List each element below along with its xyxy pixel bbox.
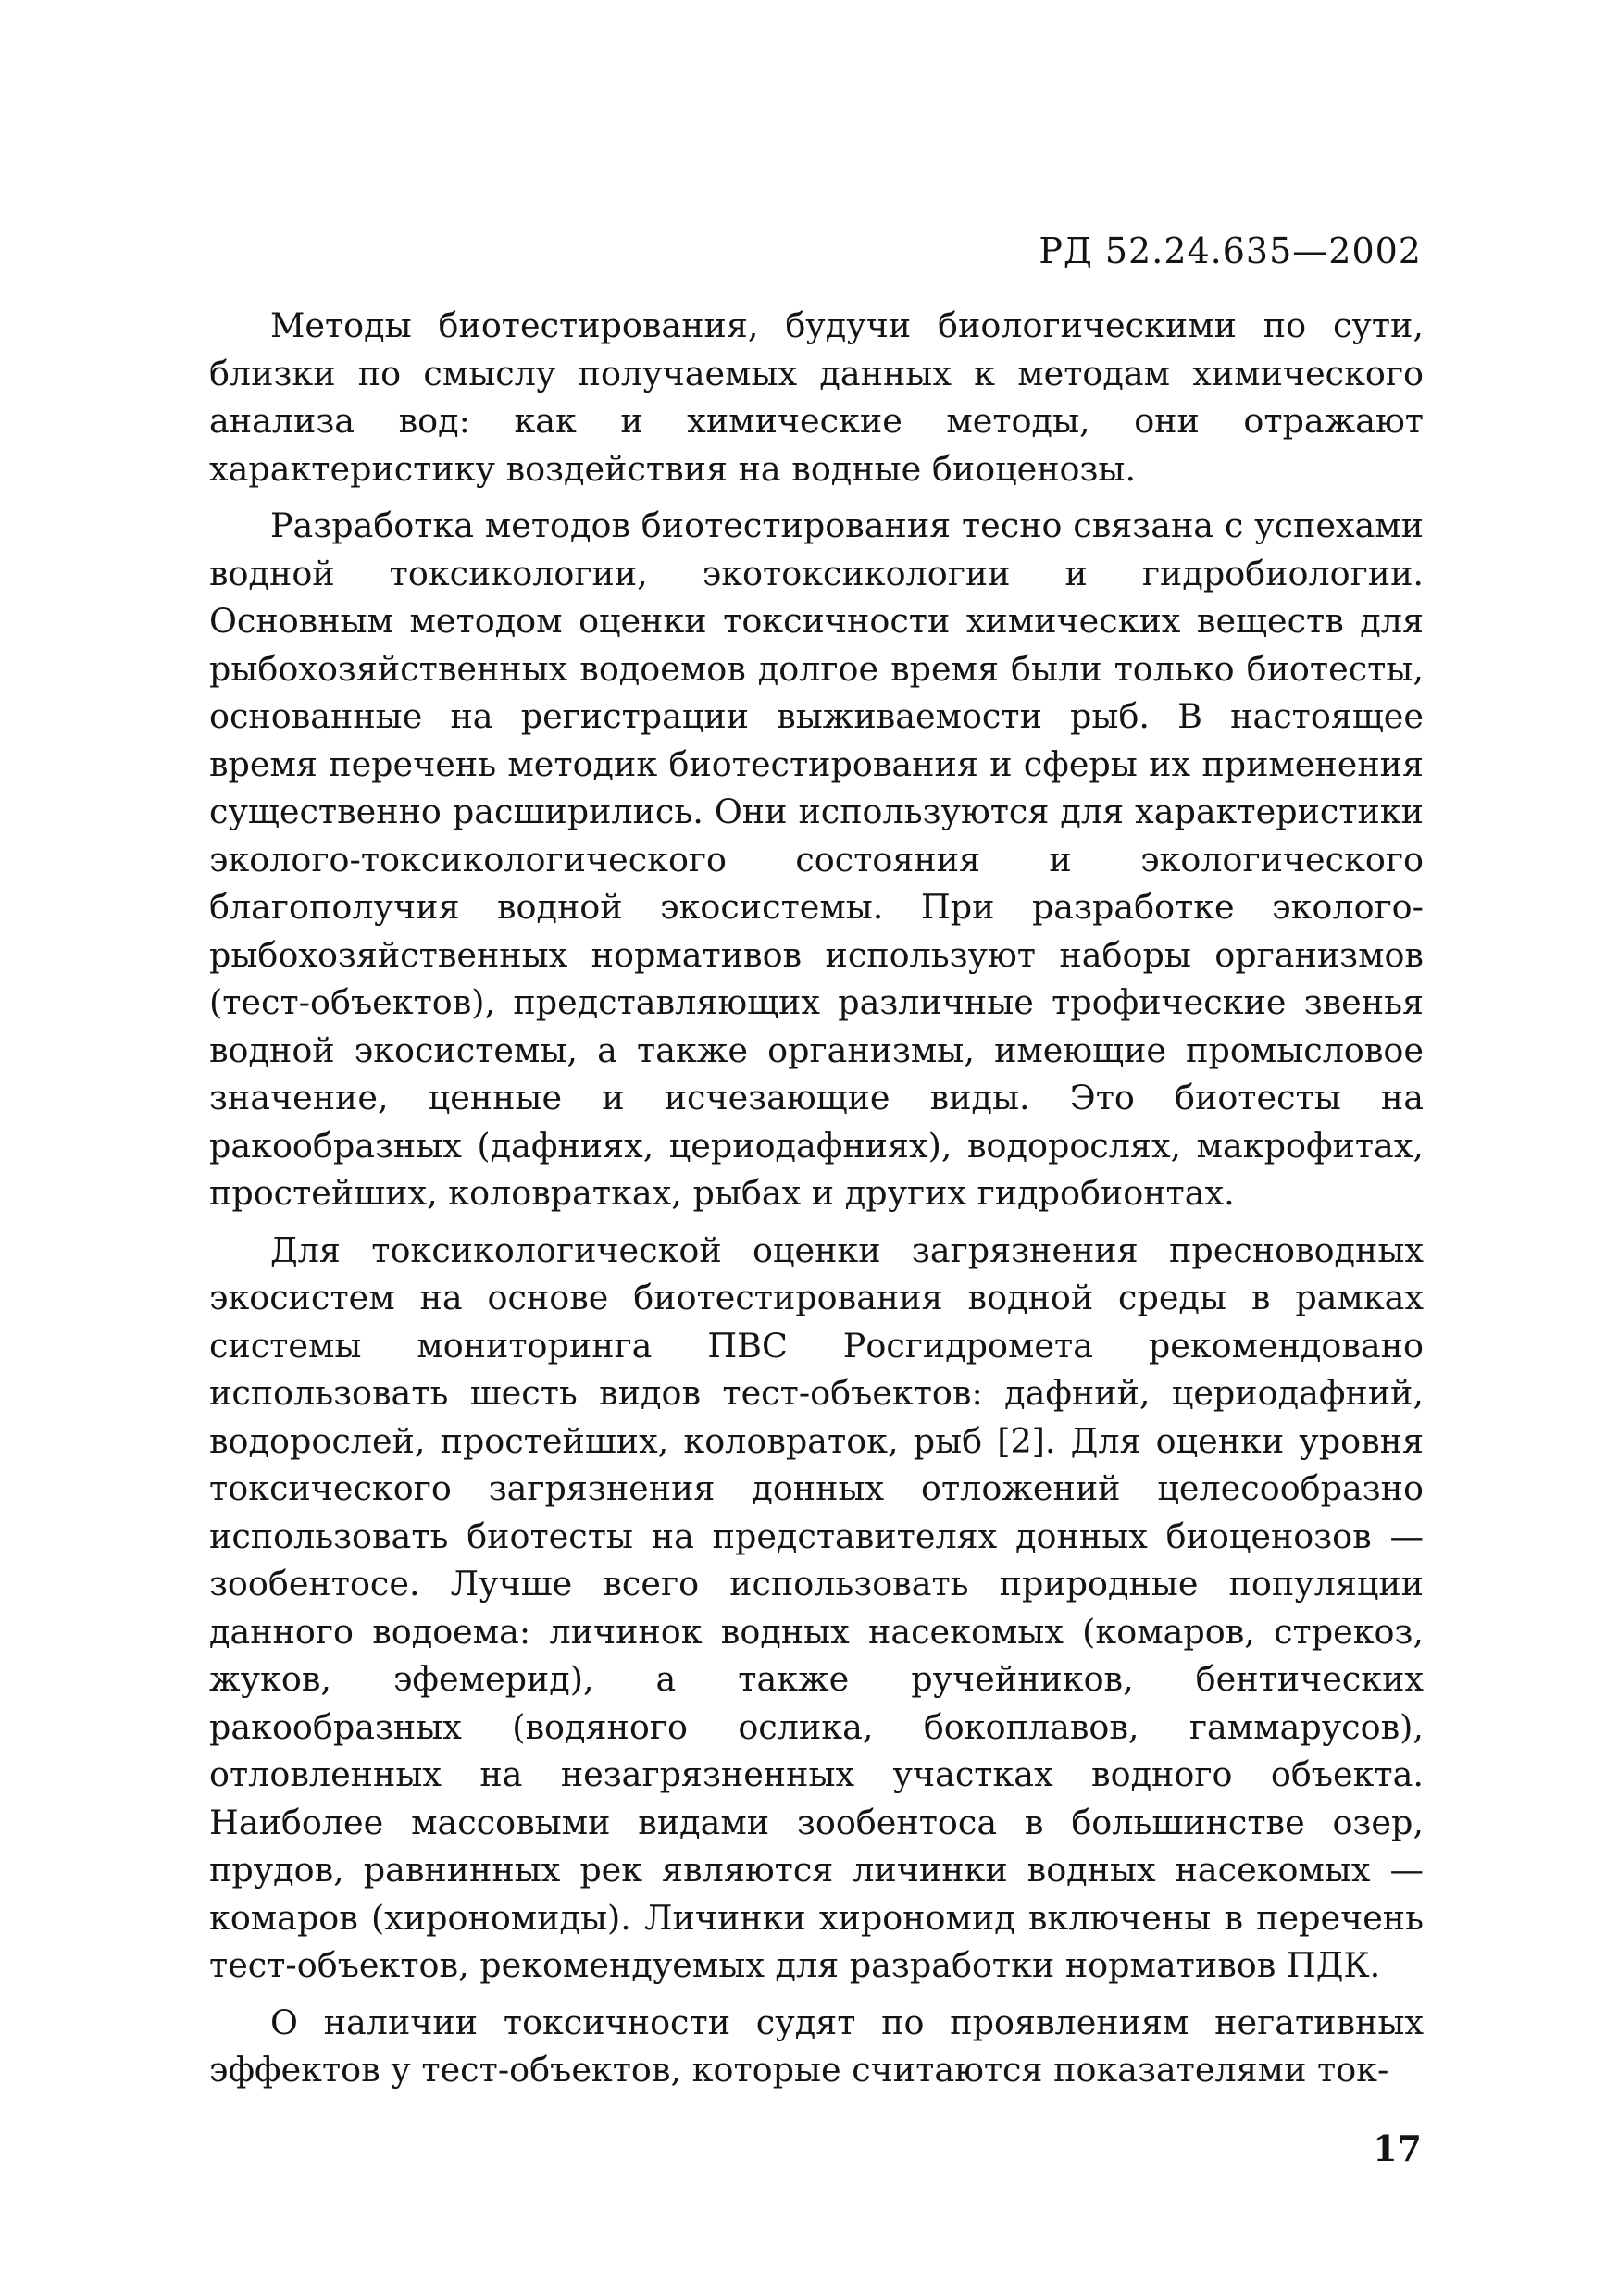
document-code-header: РД 52.24.635—2002: [1039, 231, 1422, 271]
paragraph-2: Разработка методов биотестирования тесно связана с успехами водной токсикологии, экотоксикологии и гидробиологии. Основным методом оценки токсичности химических веществ для рыбохозяйственных водоемов долгое время были только биотесты, основанные на регистрации выживаемости рыб. В настоящее время перечень методик биотестирования и сферы их применения существенно расширились. Они используются для характеристики эколого-токсикологического состояния и экологического благополучия водной экосистемы. При разработке эколого-рыбохозяйственных нормативов используют наборы организмов (тест-объектов), представляющих различные трофические звенья водной экосистемы, а также организмы, имеющие промысловое значение, ценные и исчезающие виды. Это биотесты на ракообразных (дафниях, цериодафниях), водорослях, макрофитах, простейших, коловратках, рыбах и других гидробионтах.: [209, 505, 1424, 1213]
paragraph-4: О наличии токсичности судят по проявлениям негативных эффектов у тест-объектов, которые считаются показателями ток-: [209, 2002, 1424, 2090]
body-text: [209, 302, 1424, 2103]
paragraph-3: Для токсикологической оценки загрязнения пресноводных экосистем на основе биотестирования водной среды в рамках системы мониторинга ПВС Росгидромета рекомендовано использовать шесть видов тест-объектов: дафний, цериодафний, водорослей, простейших, коловраток, рыб [2]. Для оценки уровня токсического загрязнения донных отложений целесообразно использовать биотесты на представителях донных биоценозов — зообентосе. Лучше всего использовать природные популяции данного водоема: личинок водных насекомых (комаров, стрекоз, жуков, эфемерид), а также ручейников, бентических ракообразных (водяного ослика, бокоплавов, гаммарусов), отловленных на незагрязненных участках водного объекта. Наиболее массовыми видами зообентоса в большинстве озер, прудов, равнинных рек являются личинки водных насекомых — комаров (хирономиды). Личинки хирономид включены в перечень тест-объектов, рекомендуемых для разработки нормативов ПДК.: [209, 1229, 1424, 1985]
page-number: 17: [1373, 2128, 1422, 2169]
paragraph-1: Методы биотестирования, будучи биологическими по сути, близки по смыслу получаемых данных к методам химического анализа вод: как и химические методы, они отражают характеристику воздействия на водные биоценозы.: [209, 306, 1424, 489]
